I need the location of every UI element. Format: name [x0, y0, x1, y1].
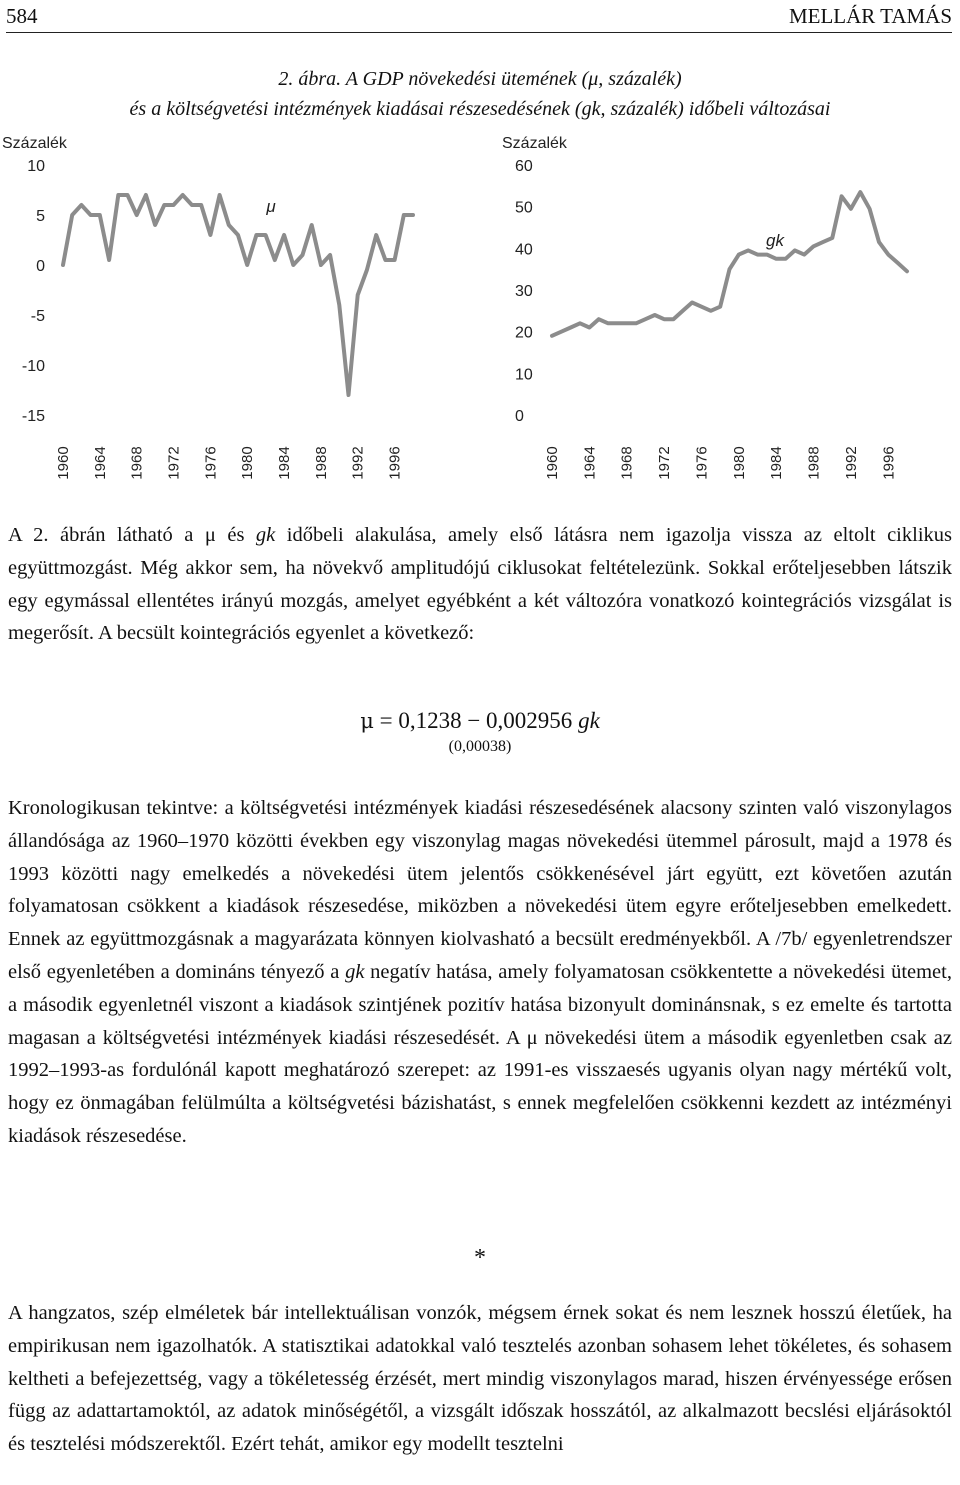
- paragraph-1: [8, 519, 952, 650]
- chart-gk-series-line: [552, 192, 907, 336]
- page-header: [6, 4, 952, 33]
- chart-gk-xtick-label: 1980: [730, 446, 748, 480]
- paragraph-2: [8, 792, 952, 1153]
- chart-gk-ytick-label: 60: [515, 158, 533, 175]
- equation-standard-error: (0,00038): [448, 738, 512, 755]
- p1-mu: μ: [204, 524, 216, 546]
- chart-mu-xtick-label: 1980: [239, 446, 257, 480]
- p1-text-a: A 2. ábrán látható a: [8, 524, 205, 546]
- chart-gk-ytick-label: 50: [515, 199, 533, 217]
- chart-gk-yticks: [515, 158, 533, 425]
- chart-gk-xtick-label: 1964: [581, 446, 599, 480]
- chart-mu-xtick-label: 1984: [276, 446, 294, 480]
- p1-text-c: időbeli alakulása, amely első látásra nem igazolja vissza az eltolt ciklikus együttmozgást. Még akkor sem, ha növekvő amplitudójú ciklusokat feltételezünk. Sokkal erőteljesebben látszik egy egymással ellentétes irányú mozgás, amelyet egyébként a két változóra vonatkozó kointegrációs vizsgálat is megerősít. A becsült kointegrációs egyenlet a következő:: [8, 524, 952, 645]
- chart-gk-annot: [766, 231, 785, 250]
- chart-mu-ylabel: Százalék: [2, 135, 67, 152]
- chart-mu-xtick-label: 1972: [165, 446, 183, 480]
- equation-var: gk: [578, 708, 600, 733]
- equation-lhs: μ: [360, 709, 374, 733]
- chart-mu-xtick-label: 1992: [349, 446, 367, 480]
- chart-gk-lines: [552, 192, 907, 336]
- chart-gk-ylabel: Százalék: [502, 135, 567, 152]
- chart-gk-xtick-label: 1972: [656, 446, 674, 480]
- equation-rhs: = 0,1238 − 0,002956: [373, 708, 579, 733]
- running-author: MELLÁR TAMÁS: [788, 4, 952, 28]
- chart-gk-ytick-label: 10: [515, 366, 533, 384]
- chart-gk-xtick-label: 1984: [768, 446, 786, 480]
- p2-gk: gk: [345, 960, 365, 983]
- chart-mu-xtick-label: 1968: [128, 446, 146, 480]
- paragraph-3: A hangzatos, szép elméletek bár intellektuálisan vonzók, mégsem érnek sokat és nem lesznek hosszú életűek, ha empirikusan nem igazolhatók. A statisztikai adatokkal való tesztelés azonban sohasem lehet tökéletes, és sohasem keltheti a befejezettség, vagy a tökéletesség érzését, mert mindig viszonylagos marad, hiszen érvényessége erősen függ az adattartamoktól, az adatok minőségétől, a vizsgált időszak hosszától, az alkalmazott becslési eljárásoktól és tesztelési módszerektől. Ezért tehát, amikor egy modellt tesztelni: [8, 1302, 952, 1456]
- p2-text-b: negatív hatása, amely folyamatosan csökkentette a növekedési ütemet, a második egyenletnél viszont a kiadások szintjének pozitív hatása bizonyult dominánsnak, s ez emelte és tartotta magasan a költségvetési intézmények kiadási részesedését. A: [8, 960, 952, 1049]
- chart-gk-ytick-label: 0: [515, 408, 524, 425]
- chart-gk-xtick-label: 1960: [544, 446, 561, 480]
- chart-mu-annot: [265, 197, 276, 216]
- chart-mu-yticks: [22, 158, 45, 425]
- chart-gk-xtick-label: 1992: [842, 446, 860, 480]
- chart-gk-ytick-label: 30: [515, 283, 533, 300]
- chart-gk-xtick-label: 1968: [618, 446, 636, 480]
- p2-text-c: növekedési ütem a második egyenletben csak az 1992–1993-as fordulónál kapott meghatározó szerepet: az 1991-es visszaesés ugyanis olyan nagy mértékű volt, hogy ez önmagában felülmúlta a költségvetési bázishatást, s ennek megfelelően csökkenni kezdett az intézményi kiadások részesedése.: [8, 1026, 952, 1147]
- figure-charts: [0, 128, 960, 483]
- chart-mu-lines: [63, 195, 413, 395]
- chart-mu-ytick-label: 10: [27, 158, 45, 175]
- chart-mu-xtick-label: 1976: [202, 446, 220, 480]
- p2-mu: μ: [526, 1026, 538, 1049]
- chart-gk-ytick-label: 20: [515, 324, 533, 342]
- chart-gk-series-annotation: gk: [766, 231, 784, 250]
- chart-mu-xtick-label: 1988: [312, 446, 330, 480]
- chart-mu-xtick-label: 1960: [55, 446, 72, 480]
- chart-mu-ytick-label: -5: [30, 308, 45, 325]
- chart-mu-xticks: [55, 446, 404, 479]
- chart-gk-ytick-label: 40: [515, 241, 533, 259]
- chart-gk-xtick-label: 1996: [880, 446, 898, 480]
- p1-text-b: és: [215, 524, 256, 546]
- chart-mu-ytick-label: 0: [36, 258, 45, 275]
- page-number: 584: [6, 4, 38, 28]
- chart-gk: [502, 135, 907, 480]
- chart-mu-series-line: [63, 195, 413, 395]
- chart-mu-ytick-label: 5: [36, 208, 45, 225]
- chart-gk-xtick-label: 1976: [693, 446, 711, 480]
- figure-caption-line2: és a költségvetési intézmények kiadásai részesedésének (gk, százalék) időbeli változásai: [129, 98, 831, 120]
- section-separator: *: [474, 1245, 486, 1271]
- p2-text-a: Kronologikusan tekintve: a költségvetési intézmények kiadási részesedésének alacsony szinten való viszonylagos állandósága az 1960–1970 közötti években egy viszonylag magas növekedési ütemmel párosult, majd a 1978 és 1993 közötti nagy emelkedés a növekedési ütem jelentős csökkenésével járt együtt, ezt követően azután folyamatosan csökkent a kiadások részesedése, miközben a növekedési ütem egyre erőteljesebben emelkedett. Ennek az együttmozgásnak a magyarázata könnyen kiolvasható a becsült eredményekből. A /7b/ egyenletrendszer első egyenletében a domináns tényező a: [8, 797, 952, 983]
- cointegration-equation: [0, 708, 960, 734]
- chart-mu-series-annotation: μ: [266, 197, 276, 216]
- chart-mu: [2, 135, 413, 480]
- chart-gk-xticks: [544, 446, 897, 479]
- chart-gk-xtick-label: 1988: [805, 446, 823, 480]
- p1-gk: gk: [255, 524, 276, 546]
- chart-mu-xtick-label: 1996: [386, 446, 404, 480]
- chart-mu-ytick-label: -10: [21, 358, 45, 375]
- figure-caption-line1: 2. ábra. A GDP növekedési ütemének (μ, százalék): [278, 68, 682, 90]
- chart-mu-ytick-label: -15: [21, 408, 45, 425]
- chart-mu-xtick-label: 1964: [91, 446, 109, 480]
